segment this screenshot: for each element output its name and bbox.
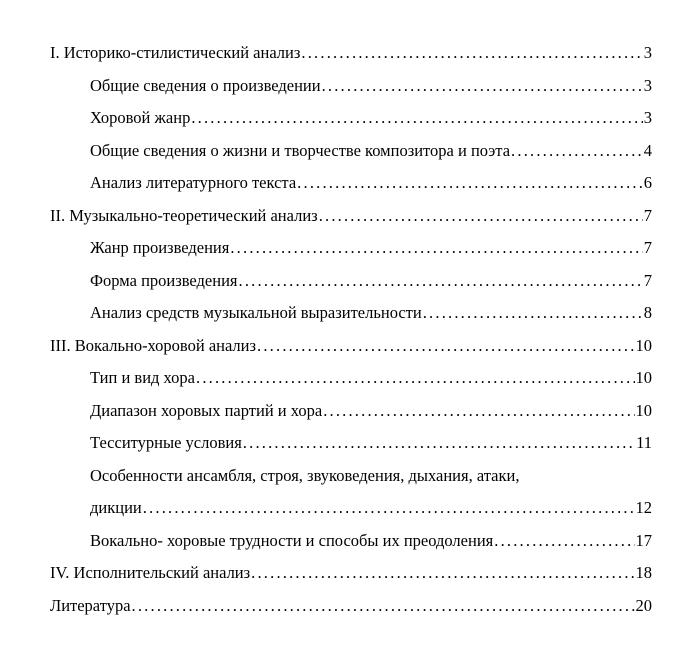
toc-dot-leader — [423, 297, 643, 330]
toc-entry — [50, 167, 652, 200]
toc-dot-leader — [322, 70, 643, 103]
toc-entry-label: Жанр произведения — [90, 238, 230, 257]
toc-page-number: 3 — [643, 43, 652, 62]
toc-entry-label: Особенности ансамбля, строя, звуковедения, дыхания, атаки, — [90, 465, 520, 485]
toc-page-number: 7 — [643, 205, 652, 225]
toc-page-number: 10 — [635, 368, 652, 387]
toc-dot-leader — [191, 102, 642, 135]
toc-page-number: 7 — [643, 270, 652, 290]
toc-entry-label: Анализ средств музыкальной выразительности — [90, 303, 422, 322]
toc-entry — [50, 395, 652, 428]
toc-entry — [50, 492, 652, 525]
toc-entry-label: Тесситурные условия — [90, 433, 242, 452]
toc-page-number: 11 — [636, 433, 652, 452]
toc-entry — [50, 70, 652, 103]
toc-page-number: 12 — [635, 498, 652, 517]
table-of-contents — [50, 37, 652, 622]
toc-page-number: 20 — [635, 595, 652, 615]
toc-page-number: 6 — [643, 173, 652, 192]
toc-page-number: 18 — [635, 563, 652, 582]
toc-dot-leader — [143, 492, 635, 525]
toc-entry-label: Тип и вид хора — [90, 368, 195, 387]
toc-page-number: 8 — [643, 303, 652, 322]
toc-entry-label: I. Историко-стилистический анализ — [50, 43, 301, 62]
toc-page-number: 3 — [643, 108, 652, 127]
toc-entry — [50, 232, 652, 265]
toc-entry — [50, 265, 652, 298]
toc-entry — [50, 557, 652, 590]
toc-page-number: 10 — [635, 335, 652, 355]
toc-dot-leader — [323, 395, 634, 428]
toc-entry-label: II. Музыкально-теоретический анализ — [50, 205, 318, 225]
toc-entry — [50, 362, 652, 395]
toc-entry — [50, 330, 652, 363]
toc-entry-label: Общие сведения о произведении — [90, 75, 321, 95]
toc-page-number: 3 — [643, 75, 652, 95]
toc-entry — [50, 135, 652, 168]
toc-dot-leader — [230, 232, 642, 265]
toc-dot-leader — [239, 265, 643, 298]
toc-entry — [50, 102, 652, 135]
toc-dot-leader — [494, 525, 634, 558]
toc-entry-label: IV. Исполнительский анализ — [50, 563, 251, 582]
toc-entry-label: дикции — [90, 498, 142, 517]
toc-dot-leader — [301, 37, 642, 70]
toc-dot-leader — [251, 557, 634, 590]
toc-entry — [50, 590, 652, 623]
toc-entry — [50, 297, 652, 330]
toc-entry-label: Вокально- хоровые трудности и способы их преодоления — [90, 530, 494, 550]
toc-entry — [50, 200, 652, 233]
toc-dot-leader — [319, 200, 643, 233]
toc-entry-label: Хоровой жанр — [90, 108, 191, 127]
toc-entry-label: Форма произведения — [90, 270, 238, 290]
toc-entry-label: III. Вокально-хоровой анализ — [50, 335, 257, 355]
toc-page-number: 7 — [643, 238, 652, 257]
toc-dot-leader — [297, 167, 643, 200]
toc-entry-label: Общие сведения о жизни и творчестве композитора и поэта — [90, 140, 511, 160]
toc-page-number: 17 — [635, 530, 652, 550]
toc-dot-leader — [257, 330, 634, 363]
toc-page-number: 4 — [643, 140, 652, 160]
toc-dot-leader — [132, 590, 635, 623]
toc-entry — [50, 525, 652, 558]
toc-dot-leader — [243, 427, 635, 460]
toc-entry — [50, 37, 652, 70]
toc-entry-label: Диапазон хоровых партий и хора — [90, 400, 323, 420]
toc-entry — [50, 460, 652, 493]
toc-dot-leader — [196, 362, 635, 395]
toc-entry-label: Анализ литературного текста — [90, 173, 297, 192]
toc-entry — [50, 427, 652, 460]
toc-entry-label: Литература — [50, 595, 131, 615]
toc-page-number: 10 — [635, 400, 652, 420]
toc-dot-leader — [511, 135, 643, 168]
